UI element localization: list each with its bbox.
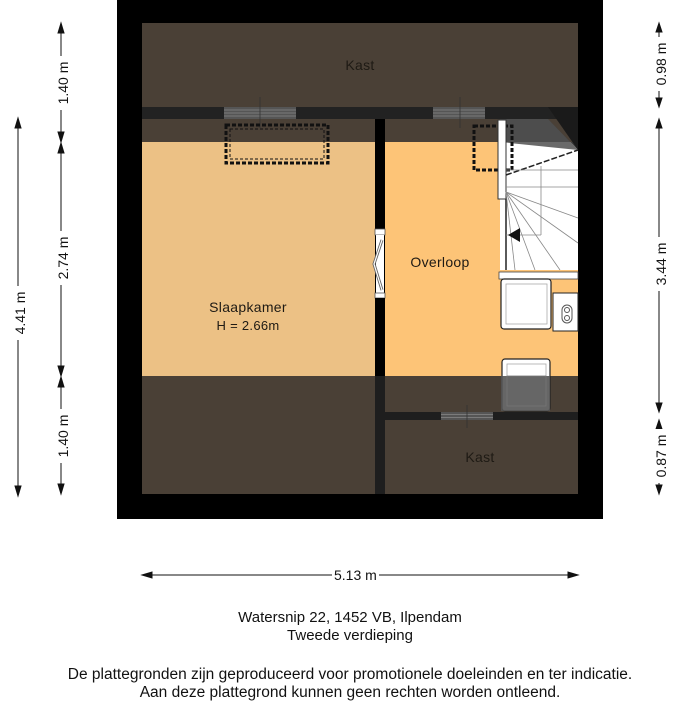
address: Watersnip 22, 1452 VB, Ilpendam bbox=[238, 609, 462, 626]
disclaimer-line-1: De plattegronden zijn geproduceerd voor promotionele doeleinden en ter indicatie. bbox=[67, 666, 633, 683]
dim-left-top: 1.40 m bbox=[55, 56, 71, 110]
dim-left-bottom: 1.40 m bbox=[55, 409, 71, 463]
dim-left-middle: 2.74 m bbox=[55, 231, 71, 285]
boiler-icon bbox=[553, 293, 578, 331]
washing-machine-icon bbox=[501, 279, 551, 329]
dim-right-middle: 3.44 m bbox=[653, 237, 669, 291]
floor-name: Tweede verdieping bbox=[287, 627, 413, 644]
room-height-slaapkamer: H = 2.66m bbox=[216, 318, 280, 333]
stair-railing bbox=[498, 120, 506, 199]
dim-right-top: 0.98 m bbox=[653, 37, 669, 91]
dim-right-bottom: 0.87 m bbox=[653, 429, 669, 483]
disclaimer-line-2: Aan deze plattegrond kunnen geen rechten worden ontleend. bbox=[139, 684, 561, 701]
room-label-slaapkamer: Slaapkamer bbox=[209, 299, 287, 315]
dim-bottom-width: 5.13 m bbox=[334, 567, 377, 583]
dim-left-outer: 4.41 m bbox=[12, 286, 28, 340]
knee-wall-top bbox=[142, 107, 578, 119]
room-label-kast-bottom: Kast bbox=[465, 449, 495, 465]
interior-wall bbox=[375, 119, 385, 229]
slaapkamer-floor bbox=[142, 142, 375, 376]
room-label-kast-top: Kast bbox=[345, 57, 375, 73]
room-label-overloop: Overloop bbox=[410, 254, 470, 270]
